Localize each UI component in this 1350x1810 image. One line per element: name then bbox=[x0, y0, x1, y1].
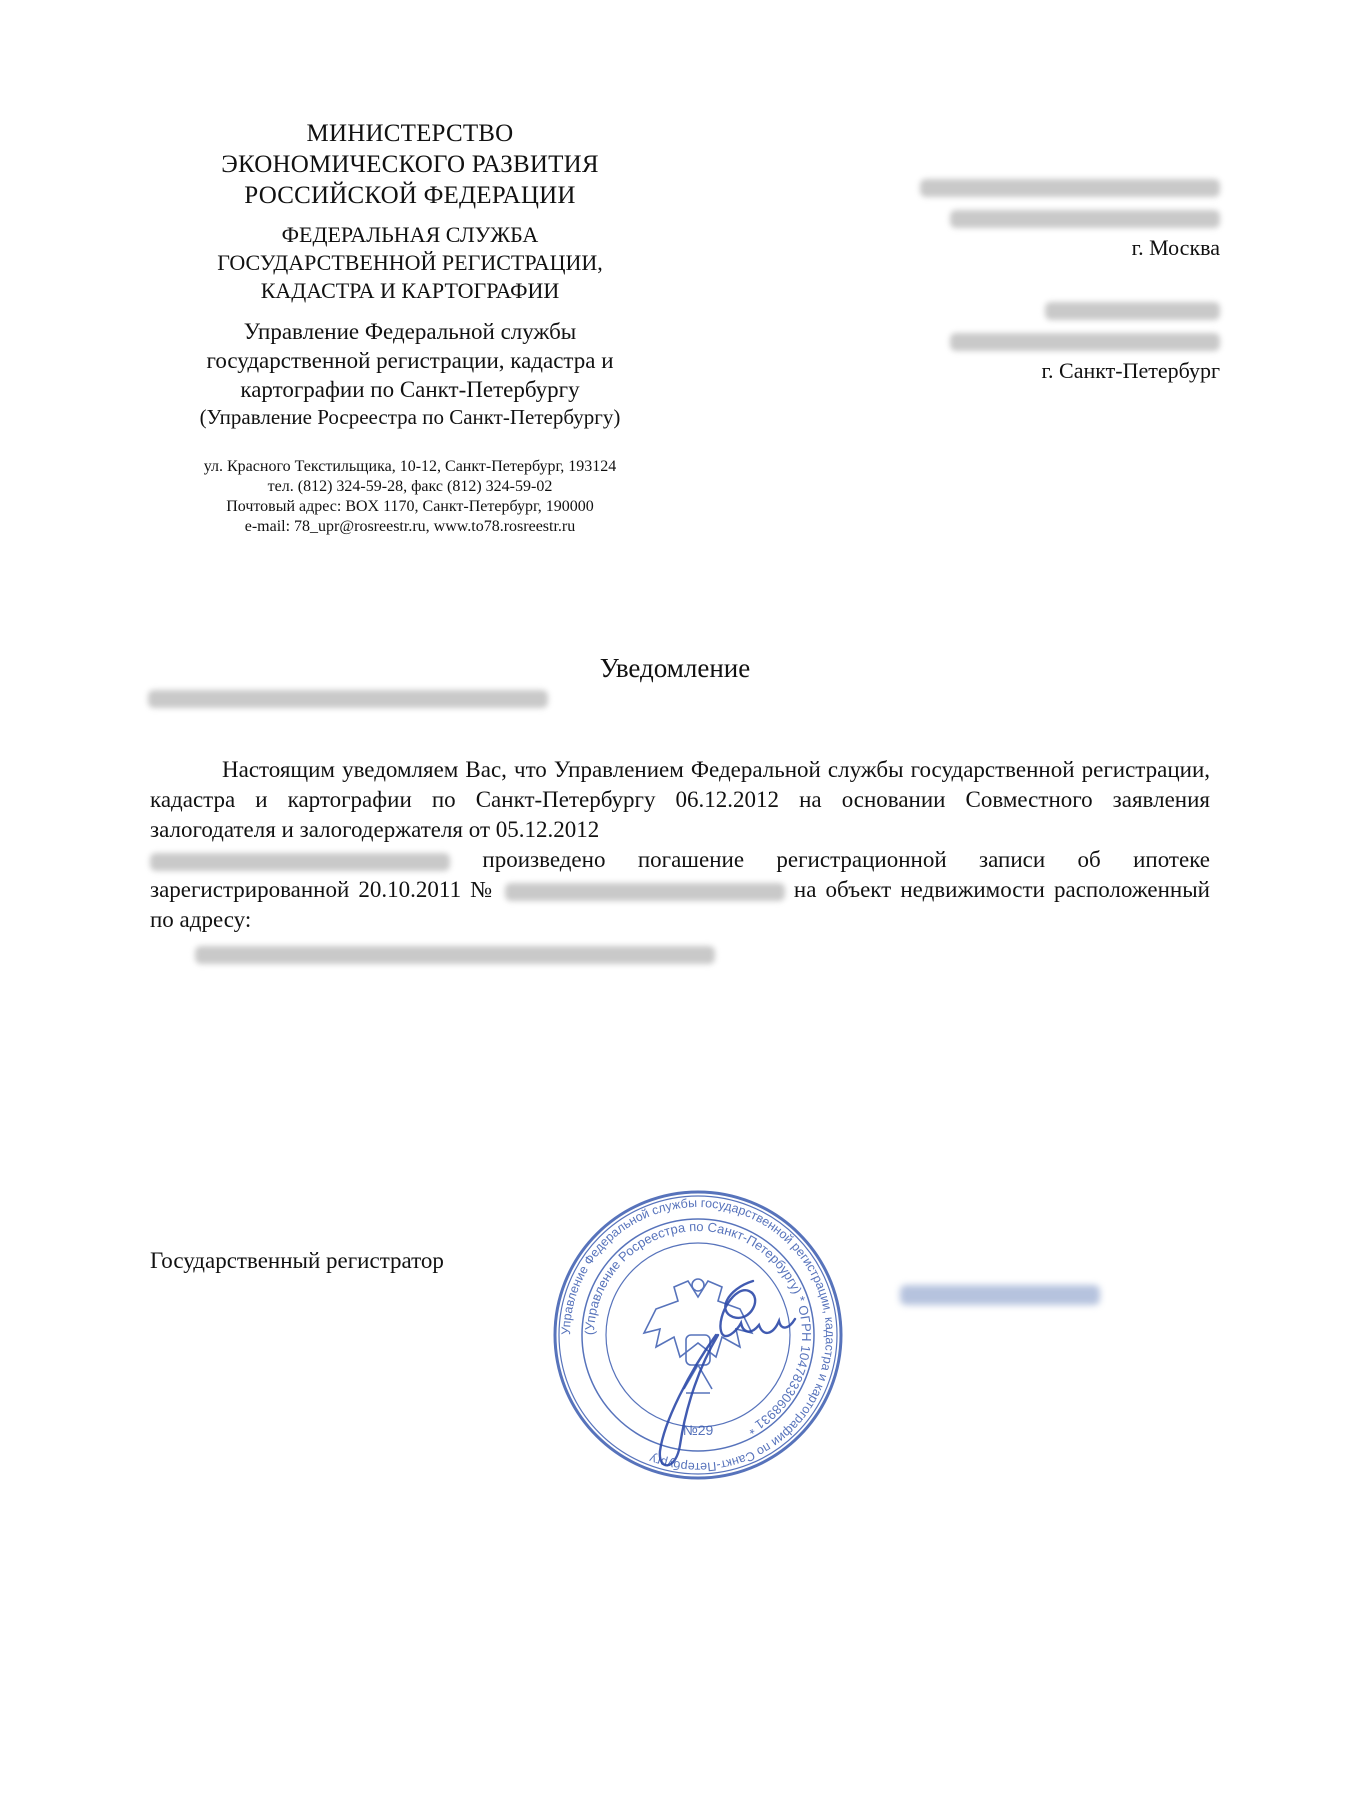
redacted-recipient-name bbox=[920, 179, 1220, 197]
contact-details bbox=[130, 457, 690, 537]
postal-line: Почтовый адрес: BOX 1170, Санкт-Петербург, 190000 bbox=[226, 498, 594, 515]
document-title: Уведомление bbox=[599, 653, 751, 683]
notice-body bbox=[150, 755, 1210, 935]
signer-position: Государственный регистратор bbox=[150, 1248, 444, 1273]
redacted-property-address bbox=[195, 946, 715, 964]
redacted-case-number bbox=[150, 853, 450, 871]
redacted-recipient-address bbox=[950, 210, 1220, 228]
phone-line: тел. (812) 324-59-28, факс (812) 324-59-02 bbox=[267, 478, 553, 495]
notice-paragraph: Настоящим уведомляем Вас, что Управлением Федеральной службы государственной регистрации, кадастра и картографии по Санкт-Петербургу 06.12.2012 на основании Совместного заявления залогодателя и залогодержателя от 05.12.2012 bbox=[150, 757, 1210, 842]
recipient-spb bbox=[900, 293, 1220, 386]
recipient-city: г. Санкт-Петербург bbox=[1041, 358, 1220, 383]
address-line: ул. Красного Текстильщика, 10-12, Санкт-Петербург, 193124 bbox=[203, 458, 617, 475]
email-line: e-mail: 78_upr@rosreestr.ru, www.to78.rosreestr.ru bbox=[244, 518, 576, 535]
stamp-inner-text: (Управление Росреестра по Санкт-Петербургу) * ОГРН 1047833068931 * bbox=[581, 1218, 815, 1438]
redacted-registration-number bbox=[505, 883, 785, 901]
recipients-block bbox=[900, 170, 1220, 416]
redacted-recipient-address bbox=[950, 333, 1220, 351]
department-short-name: (Управление Росреестра по Санкт-Петербургу) bbox=[199, 405, 621, 429]
stamp-outer-text: Управление Федеральной службы государственной регистрации, кадастра и картографии по Санкт-Петербургу bbox=[558, 1195, 838, 1475]
stamp-number: №29 bbox=[682, 1422, 714, 1438]
redacted-reference-number bbox=[148, 690, 548, 708]
letterhead bbox=[130, 118, 690, 537]
notice-paragraph-continued: произведено погашение регистрационной записи об ипотеке зарегистрированной 20.10.2011 № на объект недвижимости расположенный по адресу: bbox=[150, 847, 1211, 932]
redacted-recipient-name bbox=[1045, 302, 1220, 320]
service-name: ФЕДЕРАЛЬНАЯ СЛУЖБА ГОСУДАРСТВЕННОЙ РЕГИСТРАЦИИ, КАДАСТРА И КАРТОГРАФИИ bbox=[217, 222, 603, 303]
department-name: Управление Федеральной службы государственной регистрации, кадастра и картографии по Санкт-Петербургу bbox=[206, 319, 614, 402]
ministry-name: МИНИСТЕРСТВО ЭКОНОМИЧЕСКОГО РАЗВИТИЯ РОССИЙСКОЙ ФЕДЕРАЦИИ bbox=[221, 120, 599, 209]
recipient-moscow bbox=[900, 170, 1220, 263]
official-stamp bbox=[548, 1185, 848, 1485]
recipient-city: г. Москва bbox=[1131, 235, 1220, 260]
redacted-signer-name bbox=[900, 1285, 1100, 1305]
